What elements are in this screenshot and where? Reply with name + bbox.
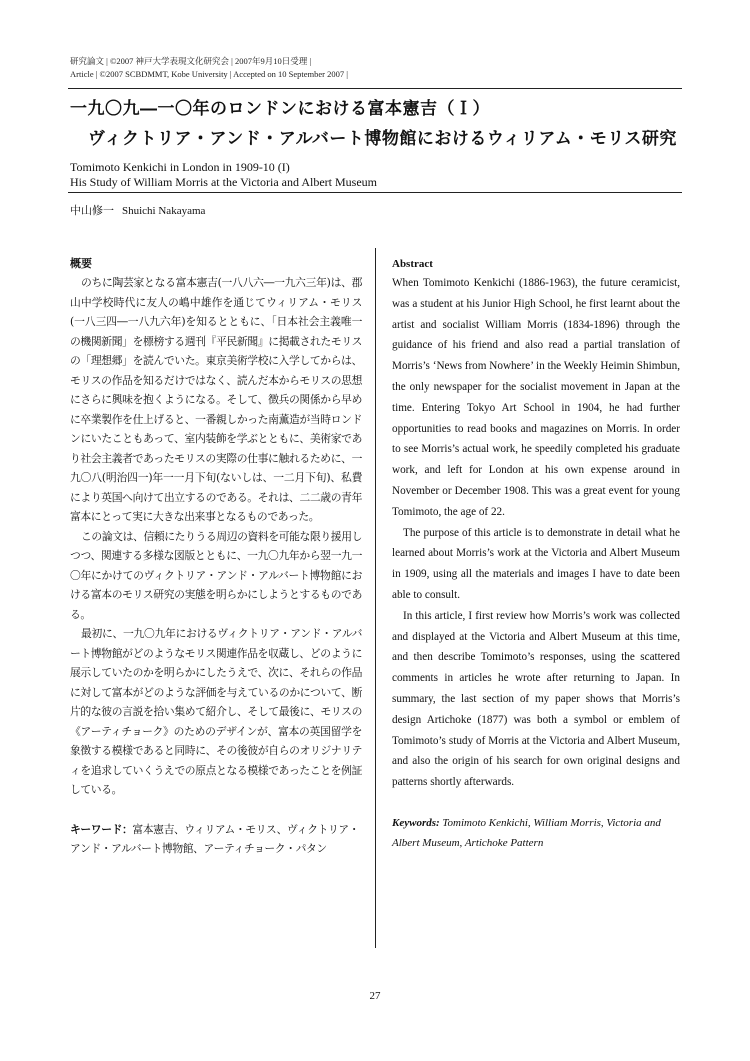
abstract-heading-ja: 概要 bbox=[70, 257, 92, 270]
abstract-english bbox=[392, 257, 680, 853]
keywords-en bbox=[392, 813, 680, 853]
journal-header-ja: 研究論文 | ©2007 神戸大学表現文化研究会 | 2007年9月10日受理 | bbox=[70, 56, 312, 66]
title-japanese: 一九〇九―一〇年のロンドンにおける富本憲吉（Ｉ） bbox=[70, 99, 490, 119]
subtitle-japanese: ヴィクトリア・アンド・アルバート博物館におけるウィリアム・モリス研究 bbox=[88, 129, 677, 149]
keywords-text-en: Tomimoto Kenkichi, William Morris, Victoria and Albert Museum, Artichoke Pattern bbox=[392, 816, 661, 849]
abstract-en-paragraph: When Tomimoto Kenkichi (1886-1963), the future ceramicist, was a student at his Junior High School, he first learnt about the artist and socialist William Morris (1834-1896) through the guidance of his friend and also read a partial translation of Morris’s ‘News from Nowhere’ in the Weekly Heimin Shimbun, the only newspaper for the socialist movement in Japan at the time. Entering Tokyo Art School in 1904, he had further opportunities to read books and magazines on Morris. In order to see Morris’s actual work, he speedily completed his graduate work, and left for London at his own expense around in November or December 1908. This was a great event for young Tomimoto, the age of 22. bbox=[392, 277, 680, 518]
author-name-en: Shuichi Nakayama bbox=[122, 205, 206, 217]
author-name-ja: 中山修一 bbox=[70, 204, 114, 217]
column-divider bbox=[375, 248, 376, 948]
title-english-line2: His Study of William Morris at the Victoria and Albert Museum bbox=[70, 175, 377, 189]
keywords-label-ja: キーワード： bbox=[70, 822, 133, 836]
keywords-label-en: Keywords: bbox=[392, 816, 440, 829]
abstract-en-paragraph: The purpose of this article is to demonstrate in detail what he learned about Morris’s work at the Victoria and Albert Museum in 1909, using all the materials and images I have to date been able to consult. bbox=[392, 526, 680, 601]
abstract-heading-en: Abstract bbox=[392, 258, 433, 270]
keywords-text-ja: 富本憲吉、ウィリアム・モリス、ヴィクトリア・アンド・アルバート博物館、アーティチョーク・パタン bbox=[70, 822, 360, 855]
page-number: 27 bbox=[369, 990, 381, 1002]
keywords-ja bbox=[70, 820, 362, 859]
abstract-japanese bbox=[70, 257, 362, 859]
abstract-ja-paragraph: 最初に、一九〇九年におけるヴィクトリア・アンド・アルバート博物館がどのようなモリス関連作品を収蔵し、どのように展示していたのかを明らかにしたうえで、次に、それらの作品に対して富本がどのような評価を与えているのかについて、断片的な彼の言説を拾い集めて紹介し、そして最後に、モリスの《アーティチョーク》のためのデザインが、富本の英国留学を象徴する模様であると同時に、その後彼が自らのオリジナリティを追求していくうえでの原点となる模様であったことを例証している。 bbox=[70, 627, 362, 796]
journal-header-en: Article | ©2007 SCBDMMT, Kobe University | Accepted on 10 September 2007 | bbox=[70, 69, 348, 79]
abstract-en-paragraph: In this article, I first review how Morris’s work was collected and displayed at the Victoria and Albert Museum at this time, and then describe Tomimoto’s responses, using the scattered comments in articles he wrote after returning to Japan. In summary, the last section of my paper shows that Morris’s design Artichoke (1877) was both a symbol or emblem of Tomimoto’s study of Morris at the Victoria and Albert Museum, and also the origin of his search for own original designs and patterns shortly afterwards. bbox=[392, 609, 680, 789]
header-rule bbox=[68, 88, 682, 89]
abstract-ja-paragraph: この論文は、信頼にたりうる周辺の資料を可能な限り援用しつつ、関連する多様な図版とともに、一九〇九年から翌一九一〇年にかけてのヴィクトリア・アンド・アルバート博物館における富本のモリス研究の実態を明らかにしようとするものである。 bbox=[70, 529, 362, 621]
title-english-line1: Tomimoto Kenkichi in London in 1909-10 (I) bbox=[70, 160, 290, 174]
title-rule bbox=[68, 192, 682, 193]
author-line bbox=[70, 204, 205, 218]
abstract-ja-paragraph: のちに陶芸家となる富本憲吉(一八八六―一九六三年)は、郡山中学校時代に友人の嶋中雄作を通じてウィリアム・モリス(一八三四―一八九六年)を知るとともに、「日本社会主義唯一の機関新聞」を標榜する週刊『平民新聞』に掲載されたモリスの「理想郷」を読んでいた。東京美術学校に入学してからは、モリスの作品を知るだけではなく、読んだ本からモリスの思想にさらに興味を抱くようになる。そして、徴兵の関係から早めに卒業製作を仕上げると、一番親しかった南薫造が当時ロンドンにいたこともあって、室内装飾を学ぶとともに、美術家であり社会主義者であったモリスの実際の仕事に触れるために、一九〇八(明治四一)年一一月下旬(ないしは、一二月下旬)、私費により英国へ向けて出立するのである。それは、二二歳の青年富本にとって実に大きな出来事となるものであった。 bbox=[70, 276, 362, 523]
